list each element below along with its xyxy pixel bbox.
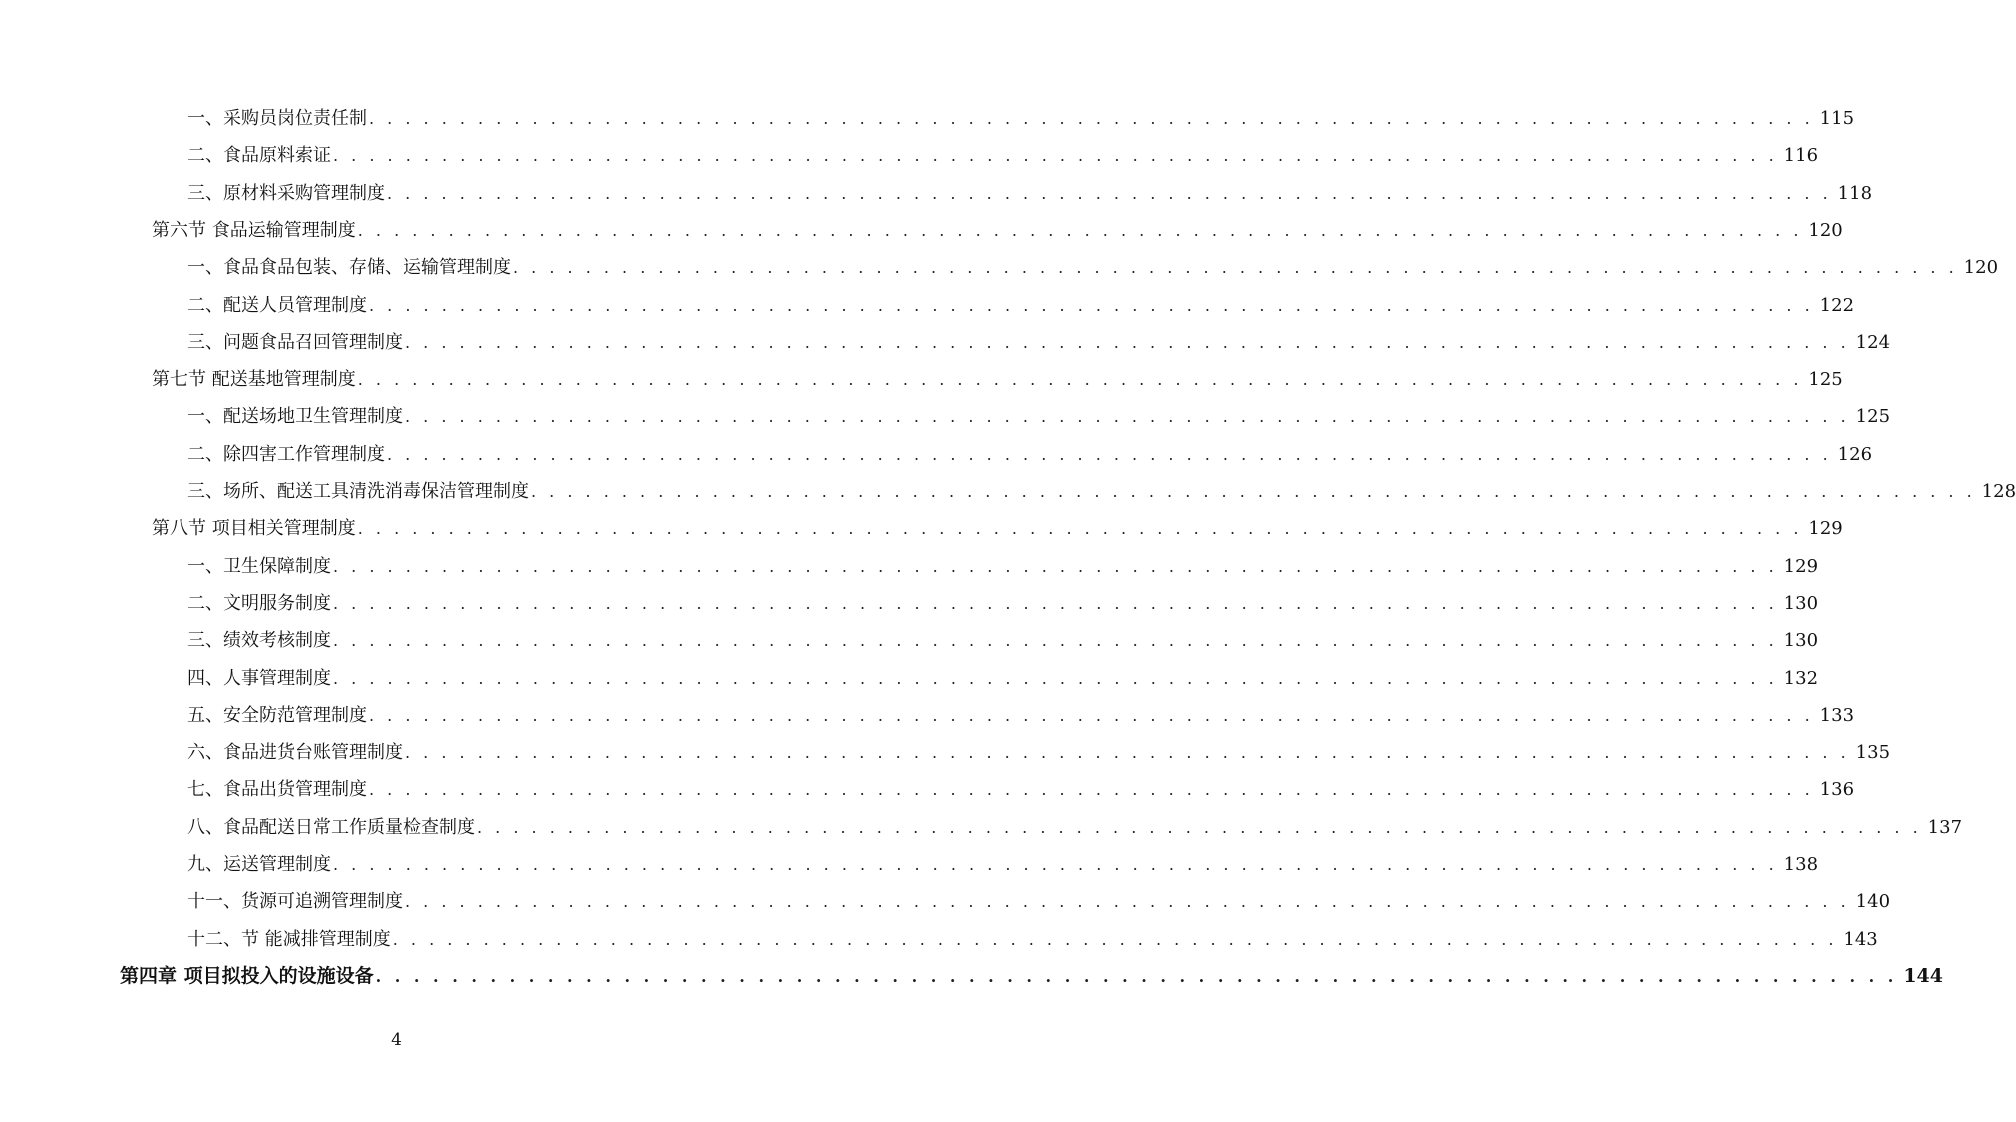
toc-dot-leader: . . . . . . . . . . . . . . . . . . . . . . . . . . . . . . . . . . . . . . . . . . . . . . . . . . . . . . . . . . . . . . . . . . . . . . . . . . . . . . . . xyxy=(513,258,1958,278)
toc-entry-title: 一、配送场地卫生管理制度 xyxy=(187,406,403,428)
toc-dot-leader: . . . . . . . . . . . . . . . . . . . . . . . . . . . . . . . . . . . . . . . . . . . . . . . . . . . . . . . . . . . . . . . . . . . . . . . . . . . . . . . . xyxy=(405,743,1850,763)
toc-entry[interactable] xyxy=(187,473,2016,510)
toc-entry[interactable] xyxy=(187,846,1819,883)
toc-entry-page: 120 xyxy=(1808,219,1843,241)
toc-dot-leader: . . . . . . . . . . . . . . . . . . . . . . . . . . . . . . . . . . . . . . . . . . . . . . . . . . . . . . . . . . . . . . . . . . . . . . . . . . . . . . . . xyxy=(333,593,1778,613)
toc-dot-leader: . . . . . . . . . . . . . . . . . . . . . . . . . . . . . . . . . . . . . . . . . . . . . . . . . . . . . . . . . . . . . . . . . . . . . . . . . . . . . . . . xyxy=(387,444,1832,464)
toc-entry-title: 三、原材料采购管理制度 xyxy=(187,182,385,204)
toc-dot-leader: . . . . . . . . . . . . . . . . . . . . . . . . . . . . . . . . . . . . . . . . . . . . . . . . . . . . . . . . . . . . . . . . . . . . . . . . . . . . . . . . xyxy=(333,146,1778,166)
toc-entry-page: 143 xyxy=(1843,928,1878,950)
toc-dot-leader: . . . . . . . . . . . . . . . . . . . . . . . . . . . . . . . . . . . . . . . . . . . . . . . . . . . . . . . . . . . . . . . . . . . . . . . . . . . . . . . . xyxy=(405,892,1850,912)
toc-entry-title: 五、安全防范管理制度 xyxy=(187,704,367,726)
toc-entry-page: 132 xyxy=(1783,667,1819,689)
toc-entry[interactable] xyxy=(187,398,1891,435)
toc-entry[interactable] xyxy=(187,137,1819,174)
toc-entry-page: 115 xyxy=(1819,108,1855,129)
toc-entry[interactable] xyxy=(187,771,1855,808)
toc-entry-page: 128 xyxy=(1981,481,2016,502)
toc-entry[interactable] xyxy=(187,734,1891,771)
toc-entry-title: 一、食品食品包装、存储、运输管理制度 xyxy=(187,257,511,279)
toc-entry-page: 137 xyxy=(1927,816,1963,838)
toc-entry-title: 二、文明服务制度 xyxy=(187,592,331,614)
toc-dot-leader: . . . . . . . . . . . . . . . . . . . . . . . . . . . . . . . . . . . . . . . . . . . . . . . . . . . . . . . . . . . . . . . . . . . . . . . . . . . . . . . . xyxy=(333,668,1778,688)
toc-dot-leader: . . . . . . . . . . . . . . . . . . . . . . . . . . . . . . . . . . . . . . . . . . . . . . . . . . . . . . . . . . . . . . . . . . . . . . . . . . . . . . . . xyxy=(369,705,1814,725)
toc-dot-leader: . . . . . . . . . . . . . . . . . . . . . . . . . . . . . . . . . . . . . . . . . . . . . . . . . . . . . . . . . . . . . . . . . . . . . . . . . . . . . . . . xyxy=(477,817,1922,837)
toc-entry-page: 125 xyxy=(1855,406,1891,428)
toc-dot-leader: . . . . . . . . . . . . . . . . . . . . . . . . . . . . . . . . . . . . . . . . . . . . . . . . . . . . . . . . . . . . . . . . . . . . . . . . . . . . . . . . xyxy=(392,929,1838,949)
toc-entry-title: 八、食品配送日常工作质量检查制度 xyxy=(187,816,475,838)
page-number: 4 xyxy=(391,1030,402,1050)
toc-entry-title: 第八节 项目相关管理制度 xyxy=(152,518,356,540)
toc-entry-page: 130 xyxy=(1783,592,1819,614)
toc-entry[interactable] xyxy=(187,100,1855,137)
toc-entry[interactable] xyxy=(187,809,1963,846)
toc-entry[interactable] xyxy=(187,324,1891,361)
toc-entry[interactable] xyxy=(120,958,1943,995)
toc-entry-title: 第六节 食品运输管理制度 xyxy=(152,219,356,241)
toc-entry-page: 144 xyxy=(1903,964,1943,987)
toc-entry-title: 六、食品进货台账管理制度 xyxy=(187,742,403,764)
toc-dot-leader: . . . . . . . . . . . . . . . . . . . . . . . . . . . . . . . . . . . . . . . . . . . . . . . . . . . . . . . . . . . . . . . . . . . . . . . . . . . . . . . . xyxy=(405,332,1850,352)
toc-dot-leader: . . . . . . . . . . . . . . . . . . . . . . . . . . . . . . . . . . . . . . . . . . . . . . . . . . . . . . . . . . . . . . . . . . . . . . . . . . . . . . . . xyxy=(357,370,1803,390)
toc-dot-leader: . . . . . . . . . . . . . . . . . . . . . . . . . . . . . . . . . . . . . . . . . . . . . . . . . . . . . . . . . . . . . . . . . . . . . . . . . . . . . . . . xyxy=(357,220,1803,240)
toc-entry-title: 十一、货源可追溯管理制度 xyxy=(187,891,403,913)
toc-entry[interactable] xyxy=(187,175,1873,212)
toc-entry-page: 120 xyxy=(1963,257,1999,279)
toc-entry-title: 一、卫生保障制度 xyxy=(187,555,331,577)
toc-entry-page: 130 xyxy=(1783,630,1819,652)
toc-entry-title: 二、配送人员管理制度 xyxy=(187,294,367,316)
toc-entry[interactable] xyxy=(187,622,1819,659)
toc-dot-leader: . . . . . . . . . . . . . . . . . . . . . . . . . . . . . . . . . . . . . . . . . . . . . . . . . . . . . . . . . . . . . . . . . . . . . . . . . . . . . . . . xyxy=(369,295,1814,315)
toc-entry[interactable] xyxy=(187,585,1819,622)
toc-entry-page: 125 xyxy=(1808,369,1843,391)
toc-entry[interactable] xyxy=(152,510,1843,547)
toc-dot-leader: . . . . . . . . . . . . . . . . . . . . . . . . . . . . . . . . . . . . . . . . . . . . . . . . . . . . . . . . . . . . . . . . . . . . . . . . . . . . . . . . xyxy=(387,183,1832,203)
toc-entry-title: 十二、节 能减排管理制度 xyxy=(187,928,391,950)
toc-entry-page: 122 xyxy=(1819,294,1855,316)
toc-entry-page: 126 xyxy=(1837,443,1873,465)
toc-entry-title: 一、采购员岗位责任制 xyxy=(187,108,367,129)
toc-entry[interactable] xyxy=(187,921,1878,958)
toc-entry[interactable] xyxy=(187,249,1999,286)
toc-entry-title: 第七节 配送基地管理制度 xyxy=(152,369,356,391)
toc-dot-leader: . . . . . . . . . . . . . . . . . . . . . . . . . . . . . . . . . . . . . . . . . . . . . . . . . . . . . . . . . . . . . . . . . . . . . . . . . . . . . . . . xyxy=(531,482,1976,501)
toc-entry-title: 九、运送管理制度 xyxy=(187,854,331,875)
toc-dot-leader: . . . . . . . . . . . . . . . . . . . . . . . . . . . . . . . . . . . . . . . . . . . . . . . . . . . . . . . . . . . . . . . . . . . . . . . . . . . . . . . . xyxy=(369,780,1814,800)
toc-entry[interactable] xyxy=(152,212,1843,249)
toc-entry-page: 135 xyxy=(1855,742,1891,764)
toc-entry[interactable] xyxy=(152,361,1843,398)
toc-dot-leader: . . . . . . . . . . . . . . . . . . . . . . . . . . . . . . . . . . . . . . . . . . . . . . . . . . . . . . . . . . . . . . . . . . . . . . . . . . . . . . . . xyxy=(333,855,1778,874)
toc-entry[interactable] xyxy=(187,287,1855,324)
toc-entry-title: 四、人事管理制度 xyxy=(187,667,331,689)
toc-entry-title: 二、食品原料索证 xyxy=(187,145,331,167)
toc-dot-leader: . . . . . . . . . . . . . . . . . . . . . . . . . . . . . . . . . . . . . . . . . . . . . . . . . . . . . . . . . . . . . . . . . . . . . . . . . . . . . . . . xyxy=(357,519,1803,539)
toc-entry-page: 140 xyxy=(1855,891,1891,913)
toc-entry-page: 124 xyxy=(1855,331,1891,353)
toc-dot-leader: . . . . . . . . . . . . . . . . . . . . . . . . . . . . . . . . . . . . . . . . . . . . . . . . . . . . . . . . . . . . . . . . . . . . . . . . . . . . . . . . xyxy=(405,407,1850,427)
toc-entry-title: 第四章 项目拟投入的设施设备 xyxy=(120,964,374,987)
toc-entry-page: 116 xyxy=(1783,145,1819,167)
toc-entry-title: 二、除四害工作管理制度 xyxy=(187,443,385,465)
toc-entry-page: 118 xyxy=(1837,182,1873,204)
toc-entry-page: 129 xyxy=(1808,518,1843,540)
toc-dot-leader: . . . . . . . . . . . . . . . . . . . . . . . . . . . . . . . . . . . . . . . . . . . . . . . . . . . . . . . . . . . . . . . . . . . . . . . . . . . . . . . . xyxy=(369,109,1814,128)
toc-entry[interactable] xyxy=(187,697,1855,734)
toc-entry-title: 三、问题食品召回管理制度 xyxy=(187,331,403,353)
toc-dot-leader: . . . . . . . . . . . . . . . . . . . . . . . . . . . . . . . . . . . . . . . . . . . . . . . . . . . . . . . . . . . . . . . . . . . . . . . . . . . . . . . . xyxy=(375,966,1898,986)
toc-entry-title: 三、场所、配送工具清洗消毒保洁管理制度 xyxy=(187,481,529,502)
toc-entry[interactable] xyxy=(187,883,1891,920)
toc-entry-page: 136 xyxy=(1819,779,1855,801)
toc-entry[interactable] xyxy=(187,660,1819,697)
toc-entry-title: 七、食品出货管理制度 xyxy=(187,779,367,801)
toc-dot-leader: . . . . . . . . . . . . . . . . . . . . . . . . . . . . . . . . . . . . . . . . . . . . . . . . . . . . . . . . . . . . . . . . . . . . . . . . . . . . . . . . xyxy=(333,631,1778,651)
toc-entry[interactable] xyxy=(187,548,1819,585)
toc-entry-page: 133 xyxy=(1819,704,1855,726)
toc-entry-page: 138 xyxy=(1783,854,1819,875)
toc-entry[interactable] xyxy=(187,436,1873,473)
toc-entry-title: 三、绩效考核制度 xyxy=(187,630,331,652)
toc-entry-page: 129 xyxy=(1783,555,1819,577)
toc-dot-leader: . . . . . . . . . . . . . . . . . . . . . . . . . . . . . . . . . . . . . . . . . . . . . . . . . . . . . . . . . . . . . . . . . . . . . . . . . . . . . . . . xyxy=(333,556,1778,576)
